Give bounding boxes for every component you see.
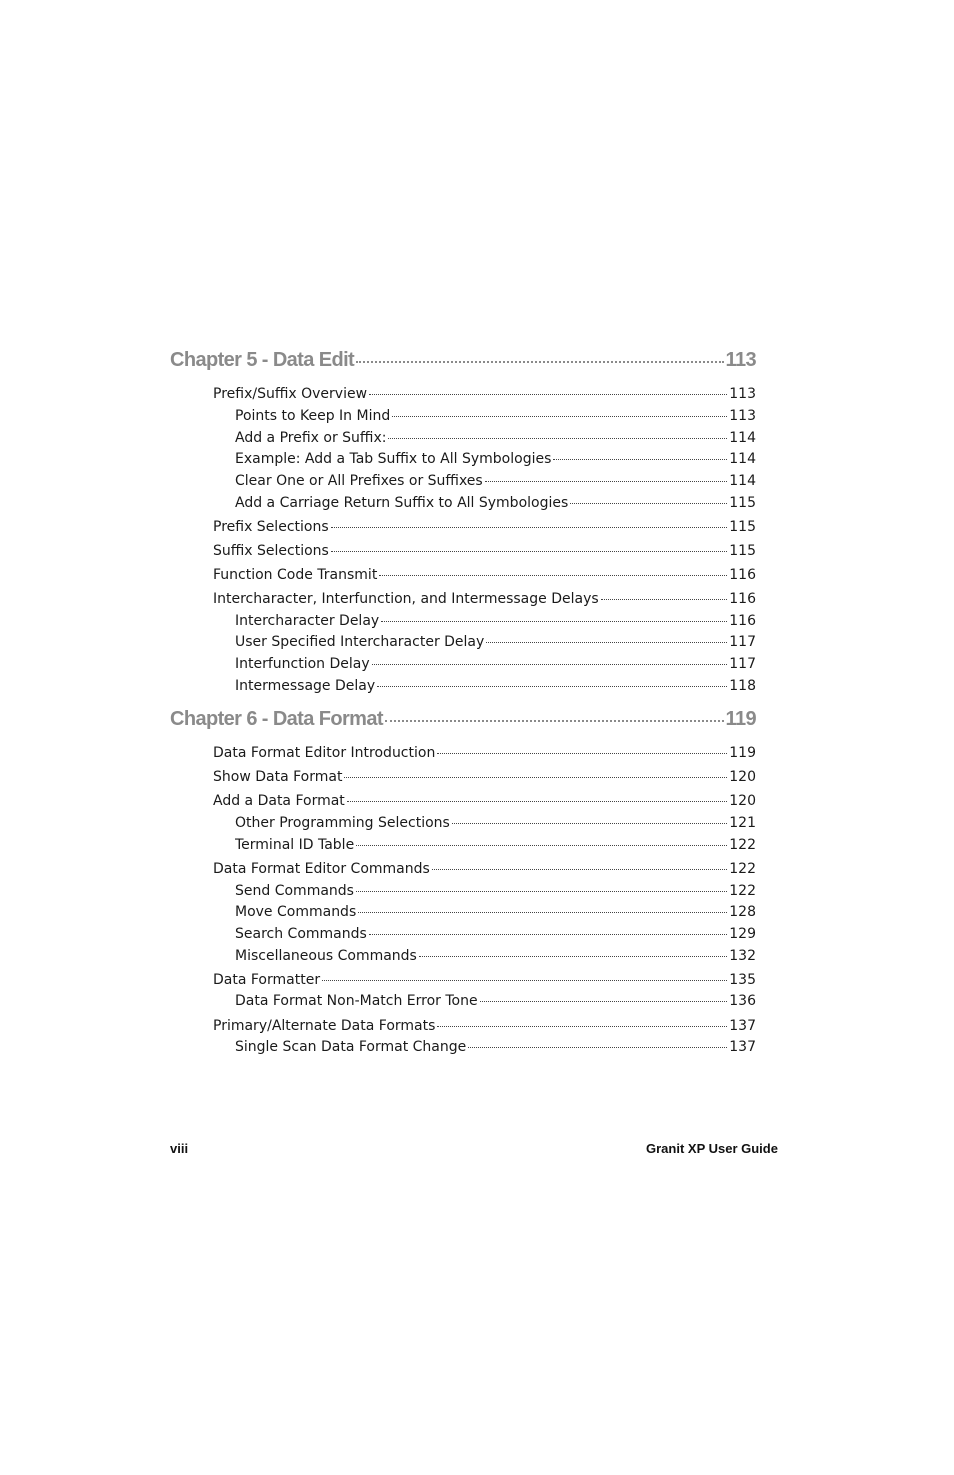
toc-entry-page-number: 135 — [729, 972, 756, 988]
dot-leader — [347, 791, 727, 805]
dot-leader — [419, 946, 727, 960]
dot-leader — [570, 493, 727, 507]
dot-leader — [331, 541, 727, 555]
toc-entry-page-number: 120 — [729, 793, 756, 809]
toc-entry-title: Interfunction Delay — [235, 656, 370, 672]
toc-entry[interactable] — [235, 654, 756, 674]
dot-leader — [377, 676, 727, 690]
toc-entry[interactable] — [213, 589, 756, 609]
dot-leader — [452, 813, 727, 827]
toc-entry[interactable] — [213, 565, 756, 585]
dot-leader — [381, 611, 727, 625]
dot-leader — [358, 902, 727, 916]
toc-entry-page-number: 132 — [729, 948, 756, 964]
dot-leader — [468, 1037, 727, 1051]
toc-entry-title: Prefix/Suffix Overview — [213, 386, 368, 402]
toc-entry-title: Data Formatter — [213, 972, 321, 988]
toc-entry[interactable] — [235, 991, 756, 1011]
toc-entry-title: Add a Carriage Return Suffix to All Symbologies — [235, 495, 569, 511]
toc-entry[interactable] — [235, 924, 756, 944]
toc-entry-page-number: 115 — [729, 495, 756, 511]
dot-leader — [369, 924, 727, 938]
toc-entry-title: Miscellaneous Commands — [235, 948, 417, 964]
toc-entry[interactable] — [235, 813, 756, 833]
toc-entry-title: Chapter 5 - Data Edit — [170, 349, 355, 371]
toc-entry[interactable] — [213, 859, 756, 879]
toc-entry-page-number: 117 — [729, 656, 756, 672]
toc-entry[interactable] — [235, 449, 756, 469]
dot-leader — [392, 406, 727, 420]
toc-entry-page-number: 114 — [729, 430, 756, 446]
toc-entry-page-number: 128 — [729, 904, 756, 920]
dot-leader — [480, 991, 728, 1005]
dot-leader — [486, 632, 727, 646]
toc-entry-title: Search Commands — [235, 926, 367, 942]
toc-entry-title: Function Code Transmit — [213, 567, 378, 583]
toc-entry[interactable] — [213, 743, 756, 763]
dot-leader — [379, 565, 727, 579]
toc-entry-title: Data Format Editor Introduction — [213, 745, 436, 761]
toc-entry[interactable] — [235, 881, 756, 901]
toc-entry-page-number: 137 — [729, 1018, 756, 1034]
toc-entry-title: User Specified Intercharacter Delay — [235, 634, 485, 650]
toc-entry-title: Intermessage Delay — [235, 678, 376, 694]
dot-leader — [331, 517, 728, 531]
dot-leader — [356, 881, 727, 895]
toc-entry-page-number: 122 — [729, 883, 756, 899]
toc-entry-title: Primary/Alternate Data Formats — [213, 1018, 436, 1034]
toc-entry[interactable] — [235, 946, 756, 966]
dot-leader — [369, 384, 727, 398]
toc-entry[interactable] — [235, 428, 756, 448]
toc-entry-page-number: 113 — [729, 408, 756, 424]
toc-entry-page-number: 114 — [729, 451, 756, 467]
toc-entry-title: Example: Add a Tab Suffix to All Symbologies — [235, 451, 552, 467]
toc-entry-title: Show Data Format — [213, 769, 343, 785]
dot-leader — [437, 1016, 727, 1030]
toc-entry-page-number: 117 — [729, 634, 756, 650]
toc-entry[interactable] — [235, 835, 756, 855]
footer-document-title: Granit XP User Guide — [646, 1141, 778, 1156]
toc-entry-page-number: 116 — [729, 591, 756, 607]
toc-entry-page-number: 115 — [729, 543, 756, 559]
toc-entry-title: Send Commands — [235, 883, 354, 899]
dot-leader — [356, 835, 727, 849]
toc-entry-page-number: 114 — [729, 473, 756, 489]
toc-entry-page-number: 120 — [729, 769, 756, 785]
toc-chapter-entry[interactable] — [170, 346, 756, 376]
toc-entry[interactable] — [235, 676, 756, 696]
toc-entry[interactable] — [213, 791, 756, 811]
toc-entry-page-number: 122 — [729, 861, 756, 877]
dot-leader — [485, 471, 728, 485]
toc-entry[interactable] — [213, 384, 756, 404]
toc-entry[interactable] — [213, 767, 756, 787]
toc-entry-title: Prefix Selections — [213, 519, 329, 535]
toc-entry[interactable] — [235, 611, 756, 631]
toc-entry-title: Move Commands — [235, 904, 357, 920]
dot-leader — [372, 654, 728, 668]
toc-entry-page-number: 113 — [729, 386, 756, 402]
toc-entry-page-number: 116 — [729, 567, 756, 583]
toc-entry[interactable] — [235, 632, 756, 652]
toc-entry-title: Terminal ID Table — [235, 837, 355, 853]
dot-leader — [322, 970, 727, 984]
toc-entry-title: Single Scan Data Format Change — [235, 1039, 467, 1055]
toc-entry-title: Chapter 6 - Data Format — [170, 708, 383, 730]
toc-entry-page-number: 136 — [729, 993, 756, 1009]
toc-entry[interactable] — [213, 517, 756, 537]
toc-entry-title: Data Format Editor Commands — [213, 861, 430, 877]
toc-entry[interactable] — [213, 970, 756, 990]
toc-entry-title: Suffix Selections — [213, 543, 329, 559]
toc-entry[interactable] — [213, 1016, 756, 1036]
dot-leader — [356, 346, 723, 366]
toc-entry-title: Intercharacter, Interfunction, and Intermessage Delays — [213, 591, 599, 607]
toc-entry[interactable] — [235, 902, 756, 922]
dot-leader — [432, 859, 727, 873]
toc-entry-title: Add a Prefix or Suffix: — [235, 430, 387, 446]
toc-entry-page-number: 116 — [729, 613, 756, 629]
toc-entry[interactable] — [235, 471, 756, 491]
toc-entry[interactable] — [213, 541, 756, 561]
toc-entry-page-number: 129 — [729, 926, 756, 942]
toc-entry-page-number: 121 — [729, 815, 756, 831]
dot-leader — [601, 589, 728, 603]
toc-entry-page-number: 137 — [729, 1039, 756, 1055]
toc-entry-title: Other Programming Selections — [235, 815, 450, 831]
toc-entry[interactable] — [235, 406, 756, 426]
toc-entry-title: Intercharacter Delay — [235, 613, 380, 629]
toc-entry[interactable] — [235, 1037, 756, 1057]
dot-leader — [388, 428, 727, 442]
toc-entry-title: Add a Data Format — [213, 793, 345, 809]
toc-entry-page-number: 119 — [729, 745, 756, 761]
dot-leader — [553, 449, 727, 463]
toc-entry-page-number: 118 — [729, 678, 756, 694]
dot-leader — [385, 705, 724, 725]
toc-entry-title: Data Format Non-Match Error Tone — [235, 993, 478, 1009]
toc-entry-title: Points to Keep In Mind — [235, 408, 391, 424]
toc-entry-page-number: 113 — [725, 349, 756, 371]
toc-entry-page-number: 122 — [729, 837, 756, 853]
dot-leader — [344, 767, 727, 781]
toc-entry[interactable] — [235, 493, 756, 513]
dot-leader — [437, 743, 727, 757]
footer-page-number: viii — [170, 1141, 189, 1156]
toc-entry-title: Clear One or All Prefixes or Suffixes — [235, 473, 483, 489]
toc-entry-page-number: 119 — [725, 708, 756, 730]
toc-entry-page-number: 115 — [729, 519, 756, 535]
toc-chapter-entry[interactable] — [170, 705, 756, 735]
